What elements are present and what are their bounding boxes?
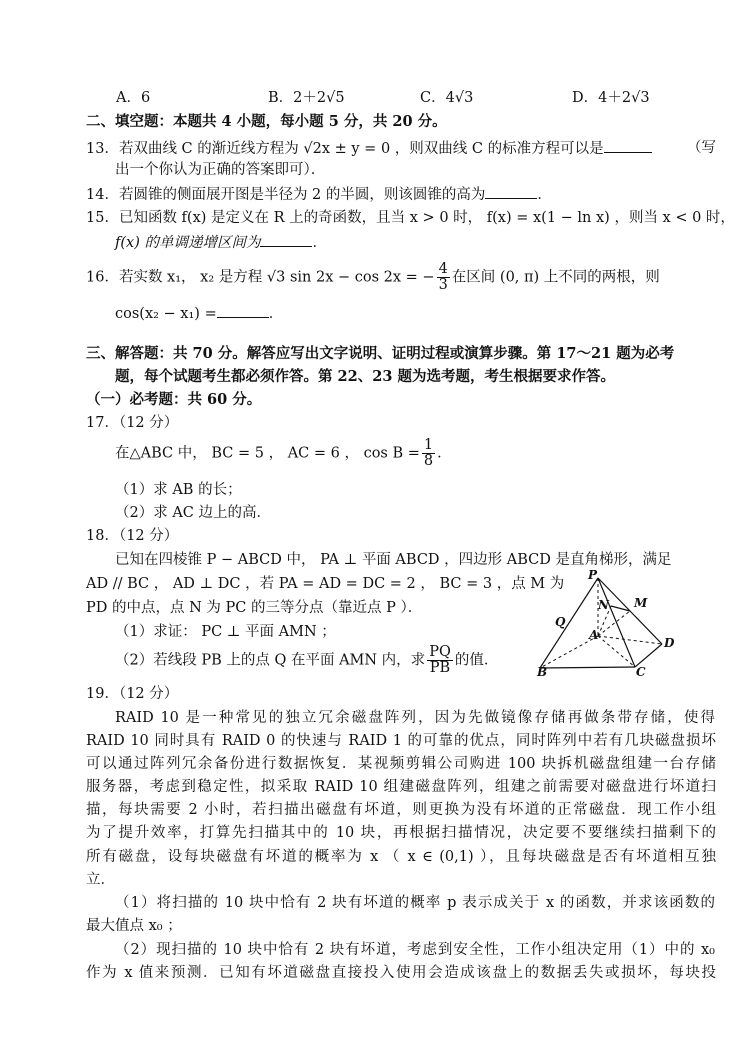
- q17-part1: （1）求 AB 的长；: [115, 482, 242, 498]
- q17-stem: 在△ABC 中， BC = 5 ， AC = 6 ， cos B = $\frac{1}{8}$ ．: [115, 437, 452, 469]
- edge-pb: [540, 578, 598, 668]
- edge-ac: [598, 636, 635, 667]
- q19-part1-line2: 最大值点 x₀ ；: [86, 918, 182, 934]
- edge-bc: [540, 667, 635, 668]
- q18-head: 18．（12 分）: [86, 528, 179, 544]
- label-q: Q: [555, 615, 566, 629]
- label-n: N: [598, 598, 609, 612]
- q18-line2: AD // BC ， AD ⊥ DC ，若 PA = AD = DC = 2 ， BC = 3 ，点 M 为: [86, 576, 565, 592]
- q16-line1: 16．若实数 x₁， x₂ 是方程 √3 sin 2x − cos 2x = − $\frac{4}{3}$ 在区间 (0, π) 上不同的两根，则: [86, 261, 660, 293]
- q18-part2: （2）若线段 PB 上的点 Q 在平面 AMN 内，求 $\frac{PQ}{PB}$ 的值．: [115, 644, 499, 676]
- section3-line2: 题，每个试题考生都必须作答。第 22、23 题为选考题，考生根据要求作答。: [115, 368, 615, 385]
- option-b: B．2＋2√5: [268, 90, 345, 106]
- label-a: A: [589, 628, 599, 642]
- q18-line1: 已知在四棱锥 P − ABCD 中， PA ⊥ 平面 ABCD ，四边形 ABCD 是直角梯形，满足: [115, 552, 672, 568]
- q16-line2: cos(x₂ − x₁) = ．: [115, 303, 283, 324]
- q16-fraction: $\frac{4}{3}$: [438, 261, 448, 293]
- q15-line1: 15．已知函数 f(x) 是定义在 R 上的奇函数，且当 x > 0 时， f(x) = x(1 − ln x) ，则当 x < 0 时，: [86, 210, 735, 226]
- q19-part1-line1: （1）将扫描的 10 块中恰有 2 块有坏道的概率 p 表示成关于 x 的函数，并求该函数的: [115, 895, 715, 911]
- label-b: B: [537, 665, 548, 679]
- pyramid-figure: [520, 570, 690, 680]
- q14-line: 14．若圆锥的侧面展开图是半径为 2 的半圆，则该圆锥的高为 ．: [86, 184, 552, 205]
- option-c: C．4√3: [420, 90, 474, 106]
- q19-line6: 为了提升效率，打算先扫描其中的 10 块，再根据扫描情况，决定要不要继续扫描剩下的: [86, 825, 716, 841]
- option-a: A．6: [116, 90, 151, 106]
- q19-head: 19．（12 分）: [86, 686, 179, 702]
- q19-line8: 立．: [86, 872, 115, 888]
- q19-line3: 可以通过阵列冗余备份进行数据恢复．某视频剪辑公司购进 100 块拆机磁盘组建一台存储: [86, 756, 716, 772]
- q19-part2-line2: 作为 x 值来预测．已知有坏道磁盘直接投入使用会造成该盘上的数据丢失或损坏，每块投: [86, 965, 716, 981]
- q19-line7: 所有磁盘，设每块磁盘有坏道的概率为 x （ x ∈ (0,1) ），且每块磁盘是否有坏道相互独: [86, 849, 716, 865]
- q13-line1: 13．若双曲线 C 的渐近线方程为 √2x ± y = 0 ，则双曲线 C 的标准方程可以是 （写: [86, 140, 716, 157]
- q15-line2: f(x) 的单调递增区间为 ．: [115, 232, 327, 253]
- q19-line4: 服务器，考虑到稳定性，拟采取 RAID 10 组建磁盘阵列，组建之前需要对磁盘进行坏道扫: [86, 779, 716, 795]
- q15-answer-blank: [260, 232, 312, 247]
- q18-line3: PD 的中点，点 N 为 PC 的三等分点（靠近点 P ）．: [86, 600, 423, 616]
- q18-fraction: $\frac{PQ}{PB}$: [429, 644, 451, 676]
- q14-answer-blank: [485, 184, 537, 199]
- q16-answer-blank: [217, 303, 269, 318]
- segment-am: [598, 611, 630, 636]
- q19-line1: RAID 10 是一种常见的独立冗余磁盘阵列，因为先做镜像存储再做条带存储，使得: [115, 710, 715, 726]
- q17-head: 17．（12 分）: [86, 415, 179, 431]
- label-m: M: [634, 596, 648, 610]
- label-p: P: [588, 568, 598, 582]
- q13-number: 13．: [86, 141, 119, 157]
- q13-answer-blank: [604, 138, 652, 153]
- q19-line5: 描，每块需要 2 小时，若扫描出磁盘有坏道，则更换为没有坏道的正常磁盘．现工作小组: [86, 802, 716, 818]
- q13-line2: 出一个你认为正确的答案即可）．: [115, 162, 326, 178]
- edge-ad: [598, 636, 662, 644]
- q19-part2-line1: （2）现扫描的 10 块中恰有 2 块有坏道，考虑到安全性，工作小组决定用（1）中的 x₀: [115, 942, 715, 958]
- q19-line2: RAID 10 同时具有 RAID 0 的快速与 RAID 1 的可靠的优点，同时阵列中若有几块磁盘损坏: [86, 733, 716, 749]
- section3-sub: （一）必考题：共 60 分。: [86, 391, 262, 408]
- section2-title: 二、填空题：本题共 4 小题，每小题 5 分，共 20 分。: [86, 113, 447, 130]
- label-d: D: [664, 636, 675, 650]
- q17-part2: （2）求 AC 边上的高．: [115, 505, 272, 521]
- edge-cd: [635, 644, 662, 667]
- label-c: C: [636, 665, 646, 679]
- option-d: D．4＋2√3: [572, 90, 650, 106]
- section3-line1: 三、解答题：共 70 分。解答应写出文字说明、证明过程或演算步骤。第 17～21 题为必考: [86, 345, 675, 362]
- q18-part1: （1）求证： PC ⊥ 平面 AMN ；: [115, 624, 336, 640]
- q17-fraction: $\frac{1}{8}$: [423, 437, 434, 469]
